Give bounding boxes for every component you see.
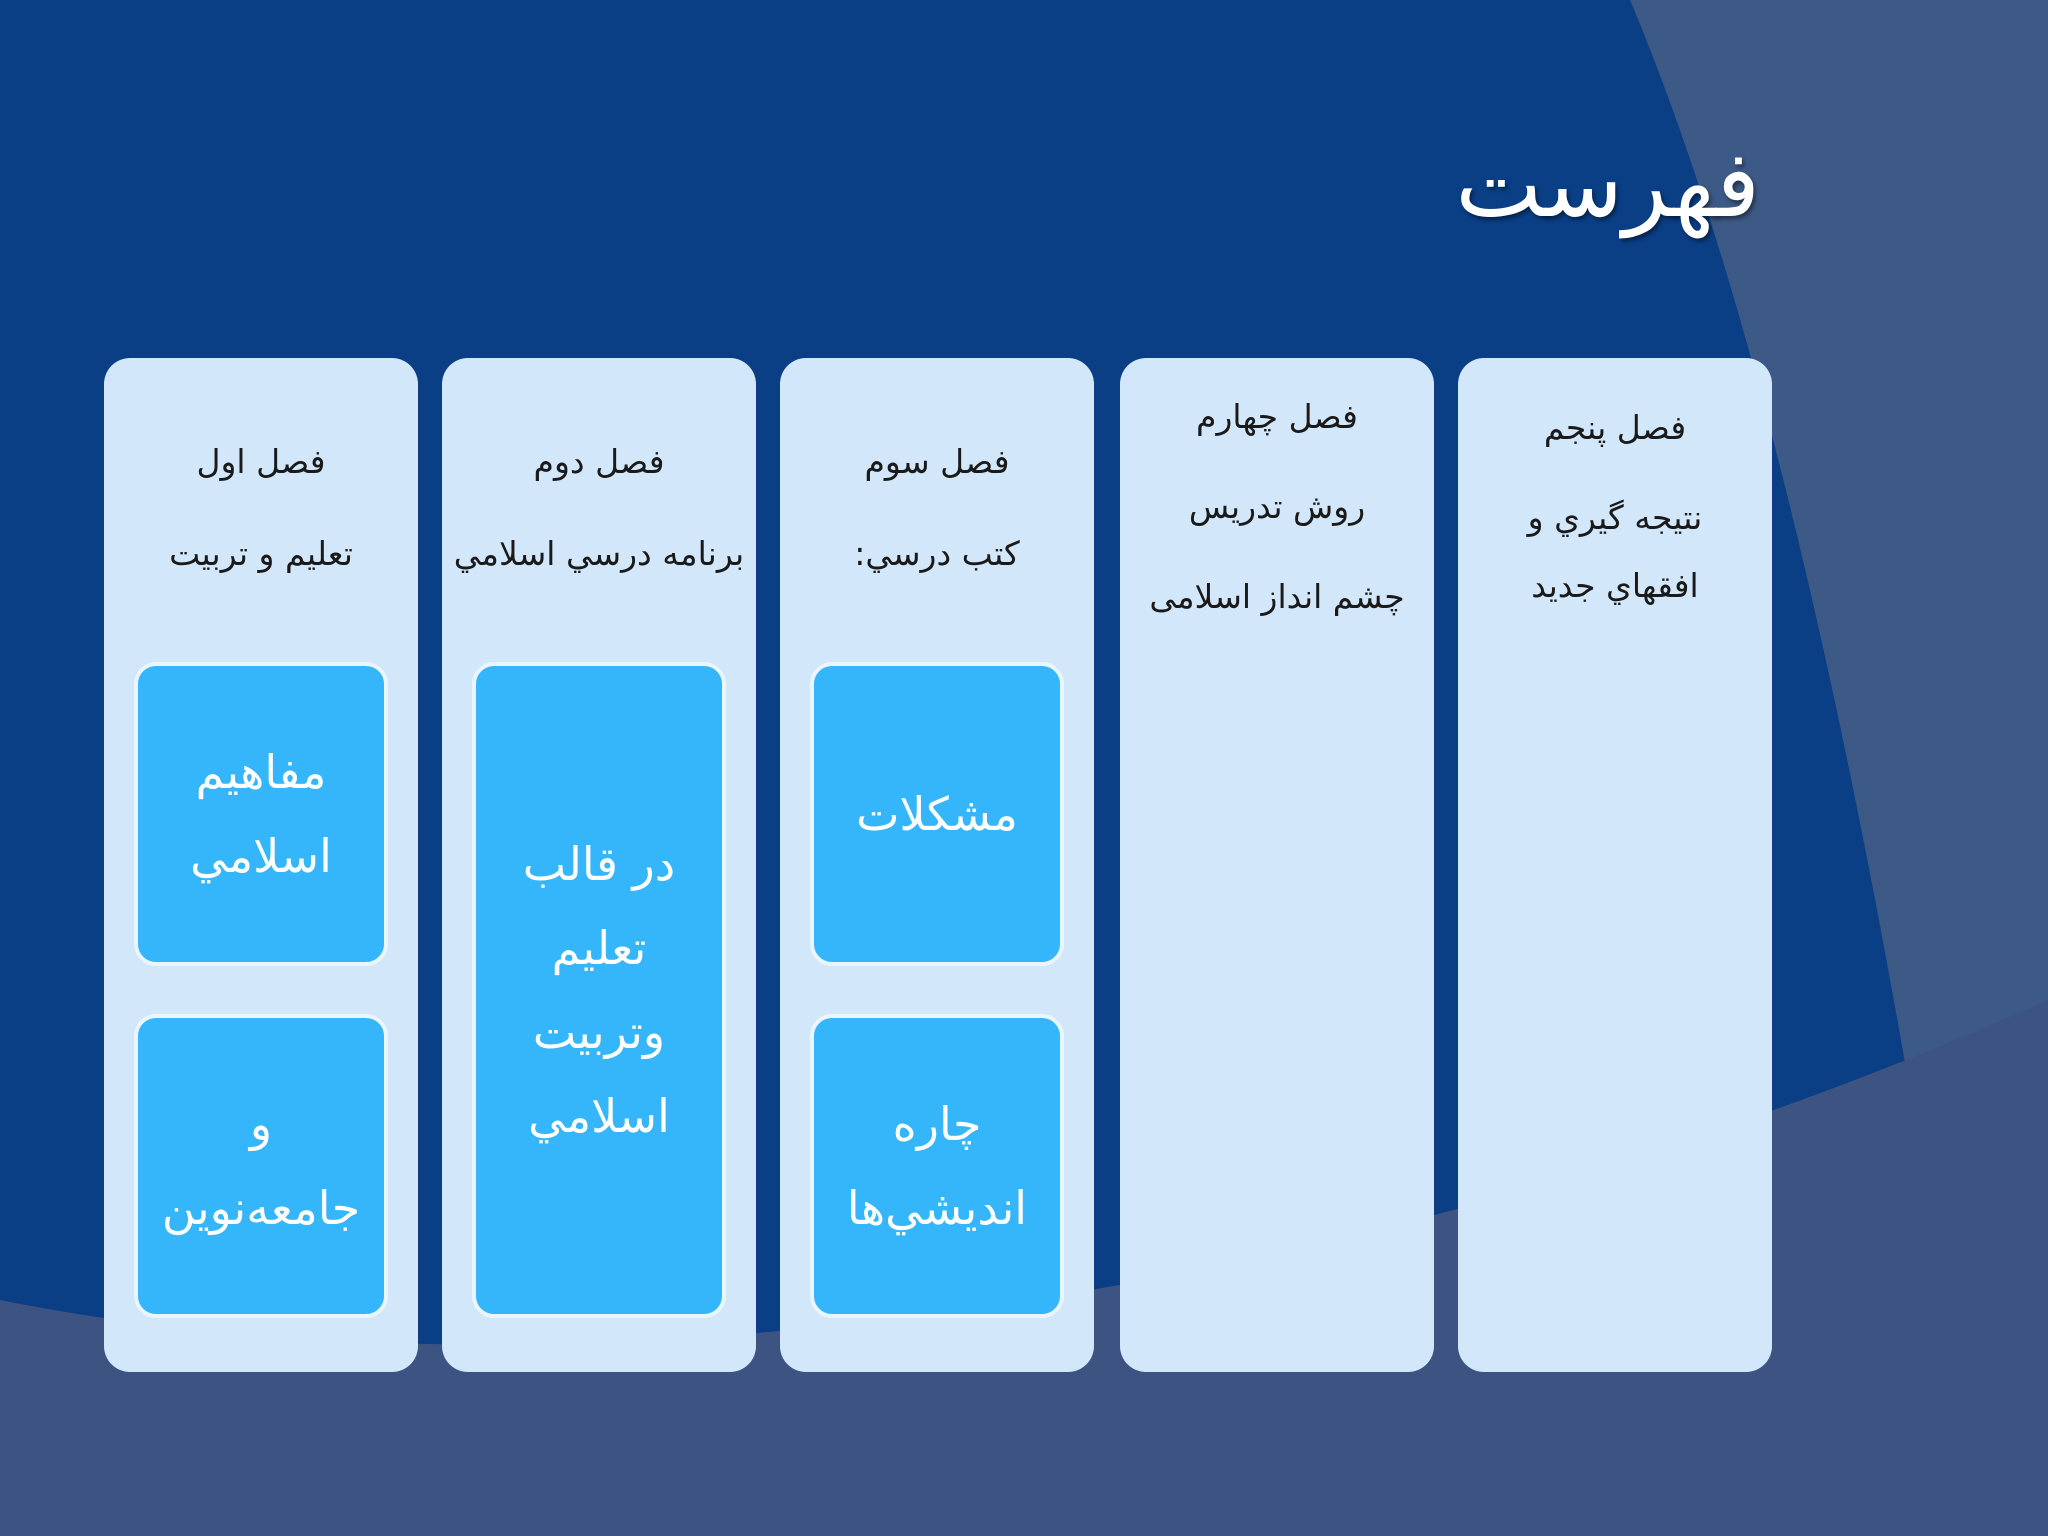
chapter-3-box-2	[810, 1014, 1064, 1318]
chapter-5-subtitle-1: نتيجه گيري و	[1527, 498, 1703, 537]
chapter-5-label: فصل پنجم	[1543, 408, 1687, 447]
chapter-1-box-2-line-2: جامعه‌نوين	[161, 1181, 361, 1235]
chapter-1-heading	[104, 416, 418, 600]
chapter-1-box-1-line-1: مفاهيم	[195, 745, 327, 799]
chapter-2-box-1-line-2: تعليم	[551, 921, 647, 975]
chapter-3-card	[780, 358, 1094, 1372]
chapter-3-label: فصل سوم	[864, 442, 1010, 481]
chapter-3-subtitle: كتب درسي:	[854, 534, 1020, 573]
chapter-3-box-2-line-1: چاره	[892, 1097, 982, 1151]
chapter-1-card	[104, 358, 418, 1372]
chapter-4-subtitle-1: روش تدریس	[1188, 487, 1366, 526]
chapter-2-card	[442, 358, 756, 1372]
chapter-5-heading	[1458, 394, 1772, 620]
chapter-1-box-2-line-1: و	[249, 1097, 273, 1151]
chapter-2-box-1-line-3: وتربيت	[532, 1005, 666, 1059]
chapter-2-box-1-line-1: در قالب	[522, 837, 676, 891]
chapter-4-subtitle-2: چشم انداز اسلامی	[1149, 577, 1405, 616]
chapter-1-box-2	[134, 1014, 388, 1318]
chapter-1-box-1-line-2: اسلامي	[190, 829, 332, 883]
chapter-4-heading	[1120, 372, 1434, 642]
chapter-5-subtitle-2: افقهاي جديد	[1531, 566, 1699, 605]
chapter-5-card	[1458, 358, 1772, 1372]
chapter-2-box-1	[472, 662, 726, 1318]
chapter-1-label: فصل اول	[196, 442, 326, 481]
chapter-4-label: فصل چهارم	[1196, 397, 1358, 436]
chapter-1-box-1	[134, 662, 388, 966]
chapter-2-subtitle: برنامه درسي اسلامي	[453, 534, 745, 573]
slide-title: فهرست	[1455, 131, 1760, 238]
chapter-3-box-1	[810, 662, 1064, 966]
chapter-2-box-1-line-4: اسلامي	[528, 1089, 670, 1143]
chapter-3-box-1-line-1: مشكلات	[856, 787, 1018, 841]
chapter-3-heading	[780, 416, 1094, 600]
chapter-2-label: فصل دوم	[533, 442, 665, 481]
chapter-2-heading	[442, 416, 756, 600]
chapter-1-subtitle: تعليم و تربيت	[169, 534, 353, 573]
chapter-4-card	[1120, 358, 1434, 1372]
chapter-3-box-2-line-2: انديشي‌ها	[846, 1181, 1028, 1235]
